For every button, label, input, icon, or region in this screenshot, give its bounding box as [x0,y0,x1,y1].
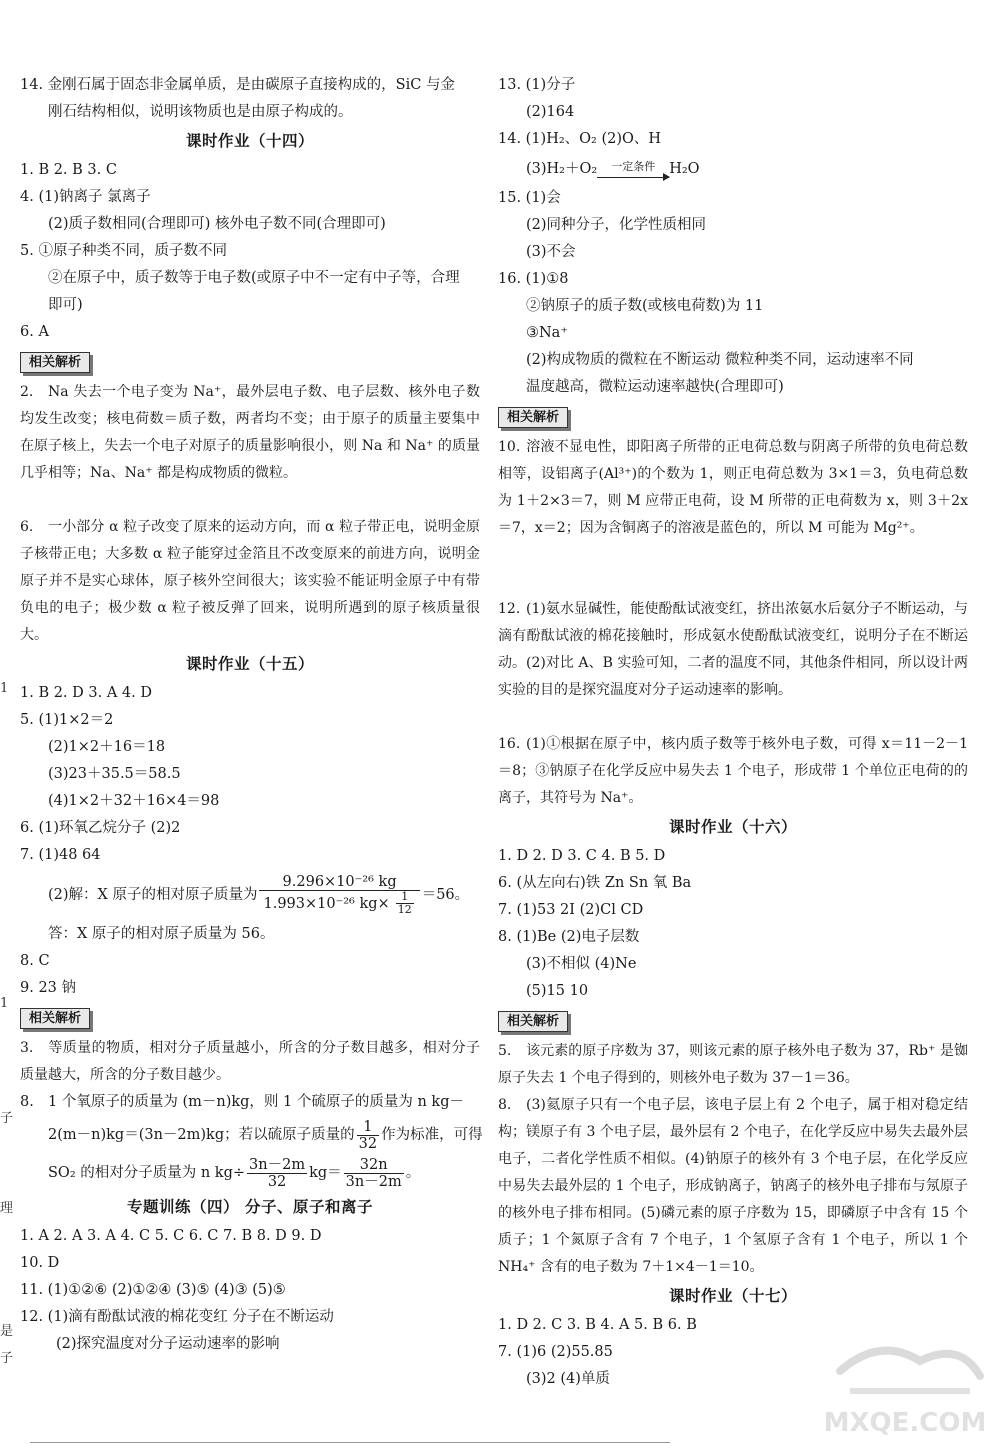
equation-line: (3)H₂＋O₂ 一定条件 H₂O [526,159,700,177]
margin-mark: 理 [0,1201,14,1216]
analysis-badge: 相关解析 [498,407,568,428]
answer-line: 15. (1)会 [498,190,561,206]
analysis-line: SO₂ 的相对分子质量为 n kg÷ $\frac{3n-2m}{32}$ kg＝ $\frac{32n}{3n-2m}$ 。 [48,1156,421,1190]
analysis-line: 8. 1 个氧原子的质量为 (m－n)kg，则 1 个硫原子的质量为 n kg－ [20,1094,464,1110]
analysis-paragraph: 8. (3)氦原子只有一个电子层，该电子层上有 2 个电子，属于相对稳定结构；镁原子有 3 个电子层，最外层有 2 个电子，在化学反应中易失去最外层电子，二者化学性质不相似。(4)钠原子的核外有 3 个电子层，在化学反应中易失去最外层的 1 个电子，形成钠离子，钠离子的核外电子排布与氖原子的核外电子排布相同。(5)磷元素的原子序数为 15，即磷原子中含有 15 个质子；1 个氮原子含有 7 个电子，1 个氢原子含有 1 个电子，所以 1 个 NH₄⁺ 含有的电子数为 7＋1×4－1＝10。 [498,1097,968,1275]
section-title-15: 课时作业（十五） [185,655,314,673]
analysis-badge: 相关解析 [20,1008,90,1029]
answer-line: 9. 23 钠 [20,980,77,996]
q14-line1: 14. 金刚石属于固态非金属单质，是由碳原子直接构成的，SiC 与金 [20,77,455,93]
answer-line: (2)164 [526,104,575,120]
fraction: 9.296×10⁻²⁶ kg 1.993×10⁻²⁶ kg× $\frac{1}{12}$ [259,874,419,916]
answer-line: 5. (1)1×2＝2 [20,712,114,728]
answer-line: 1. D 2. D 3. C 4. B 5. D [498,848,666,864]
answer-line: 6. A [20,324,49,340]
analysis-paragraph: 10. 溶液不显电性，即阳离子所带的正电荷总数与阴离子所带的负电荷总数相等，设铝离子(Al³⁺)的个数为 1，则正电荷总数为 3×1＝3，负电荷总数为 1＋2×3＝7，则 M 应带正电荷，设 M 所带的正电荷数为 x，则 3＋2x＝7，x＝2；因为含铜离子的溶液是蓝色的，所以 M 可能为 Mg²⁺。 [498,439,968,536]
answer-line: 1. B 2. B 3. C [20,162,117,178]
margin-mark: 子 [0,1351,14,1366]
answer-line: 8. C [20,953,50,969]
answer-line: 温度越高，微粒运动速率越快(合理即可) [526,379,784,395]
answer-line: (3)不会 [526,244,576,260]
answer-line: (4)1×2＋32＋16×4＝98 [48,793,220,809]
fraction: $\frac{32n}{3n-2m}$ [345,1156,402,1190]
answer-line: (2)1×2＋16＝18 [48,739,166,755]
answer-line: (2)同种分子，化学性质相同 [526,217,707,233]
bottom-rule [30,1442,670,1443]
answer-line: 10. D [20,1255,60,1271]
answer-line: ②钠原子的质子数(或核电荷数)为 11 [526,298,764,314]
section-title-16: 课时作业（十六） [668,818,797,836]
answer-line: 11. (1)①②⑥ (2)①②④ (3)⑤ (4)③ (5)⑤ [20,1282,286,1298]
answer-line: 1. D 2. C 3. B 4. A 5. B 6. B [498,1317,697,1333]
answer-line: 16. (1)①8 [498,271,569,287]
answer-line: (3)23＋35.5＝58.5 [48,766,181,782]
analysis-paragraph: 3. 等质量的物质，相对分子质量越小，所含的分子数目越多，相对分子质量越大，所含的分子数目越少。 [20,1040,480,1083]
analysis-paragraph: 5. 该元素的原子序数为 37，则该元素的原子核外电子数为 37，Rb⁺ 是铷原子失去 1 个电子得到的，则核外电子数为 37－1＝36。 [498,1043,968,1086]
analysis-badge: 相关解析 [20,352,90,373]
answer-line: 7. (1)6 (2)55.85 [498,1344,613,1360]
margin-mark: 子 [0,1111,14,1126]
answer-line: 1. B 2. D 3. A 4. D [20,685,152,701]
answer-line: 7. (1)53 2I (2)Cl CD [498,902,644,918]
answer-fraction-line: (2)解：X 原子的相对原子质量为 9.296×10⁻²⁶ kg 1.993×10⁻²⁶ kg× $\frac{1}{12}$ ＝56。 [48,874,470,916]
answer-line: 5. ①原子种类不同，质子数不同 [20,243,227,259]
margin-mark: 是 [0,1324,14,1339]
section-title-14: 课时作业（十四） [185,132,314,150]
analysis-paragraph: 12. (1)氨水显碱性，能使酚酞试液变红，挤出浓氨水后氨分子不断运动，与滴有酚酞试液的棉花接触时，形成氨水使酚酞试液变红，说明分子在不断运动。(2)对比 A、B 实验可知，二者的温度不同，其他条件相同，所以设计两实验的目的是探究温度对分子运动速率的影响。 [498,601,968,698]
answer-line: (3)不相似 (4)Ne [526,956,637,972]
section-title-17: 课时作业（十七） [668,1287,797,1305]
answer-line: ②在原子中，质子数等于电子数(或原子中不一定有中子等，合理 [48,270,460,286]
answer-line: 即可) [48,297,83,313]
watermark-logo [820,1331,990,1443]
answer-line: ③Na⁺ [526,325,568,341]
watermark-text: MXQE.COM [823,1408,987,1438]
answer-line: 6. (1)环氧乙烷分子 (2)2 [20,820,181,836]
answer-line: 7. (1)48 64 [20,847,101,863]
answer-line: 答：X 原子的相对原子质量为 56。 [48,926,275,942]
margin-mark: 1 [0,681,9,696]
analysis-paragraph: 6. 一小部分 α 粒子改变了原来的运动方向，而 α 粒子带正电，说明金原子核带正电；大多数 α 粒子能穿过金箔且不改变原来的前进方向，说明金原子并不是实心球体，原子核外空间很大；该实验不能证明金原子中有带负电的电子；极少数 α 粒子被反弹了回来，说明所遇到的原子核质量很大。 [20,519,480,643]
answer-line: (2)构成物质的微粒在不断运动 微粒种类不同，运动速率不同 [526,352,914,368]
section-title-topic4: 专题训练（四） 分子、原子和离子 [127,1198,373,1216]
answer-line: 12. (1)滴有酚酞试液的棉花变红 分子在不断运动 [20,1309,334,1325]
margin-mark: 1 [0,996,9,1011]
analysis-paragraph: 16. (1)①根据在原子中，核内质子数等于核外电子数，可得 x＝11－2－1＝8；③钠原子在化学反应中易失去 1 个电子，形成带 1 个单位正电荷的的离子，其符号为 Na⁺。 [498,736,968,806]
answer-line: 1. A 2. A 3. A 4. C 5. C 6. C 7. B 8. D 9. D [20,1228,322,1244]
answer-line: 6. (从左向右)铁 Zn Sn 氧 Ba [498,875,692,891]
answer-line: (2)质子数相同(合理即可) 核外电子数不同(合理即可) [48,216,386,232]
fraction: $\frac{1}{32}$ [358,1118,378,1152]
answer-line: (3)2 (4)单质 [526,1371,610,1387]
q14-line2: 刚石结构相似，说明该物质也是由原子构成的。 [48,104,353,120]
analysis-badge: 相关解析 [498,1011,568,1032]
analysis-paragraph: 2. Na 失去一个电子变为 Na⁺，最外层电子数、电子层数、核外电子数均发生改变；核电荷数＝质子数，两者均不变；由于原子的质量主要集中在原子核上，失去一个电子对原子的质量影响很小，则 Na 和 Na⁺ 的质量几乎相等；Na、Na⁺ 都是构成物质的微粒。 [20,384,480,481]
analysis-line: 2(m－n)kg＝(3n－2m)kg；若以硫原子质量的 $\frac{1}{32}$ 作为标准，可得 [48,1118,483,1152]
answer-line: 4. (1)钠离子 氯离子 [20,189,151,205]
answer-line: (2)探究温度对分子运动速率的影响 [56,1336,280,1352]
answer-line: 13. (1)分子 [498,77,576,93]
answer-line: 8. (1)Be (2)电子层数 [498,929,640,945]
fraction: $\frac{3n-2m}{32}$ [249,1156,306,1190]
answer-line: (5)15 10 [526,983,589,999]
left-column [20,72,483,1358]
answer-line: 14. (1)H₂、O₂ (2)O、H [498,131,662,147]
reaction-arrow: 一定条件 [597,161,669,178]
right-column [498,72,968,1393]
